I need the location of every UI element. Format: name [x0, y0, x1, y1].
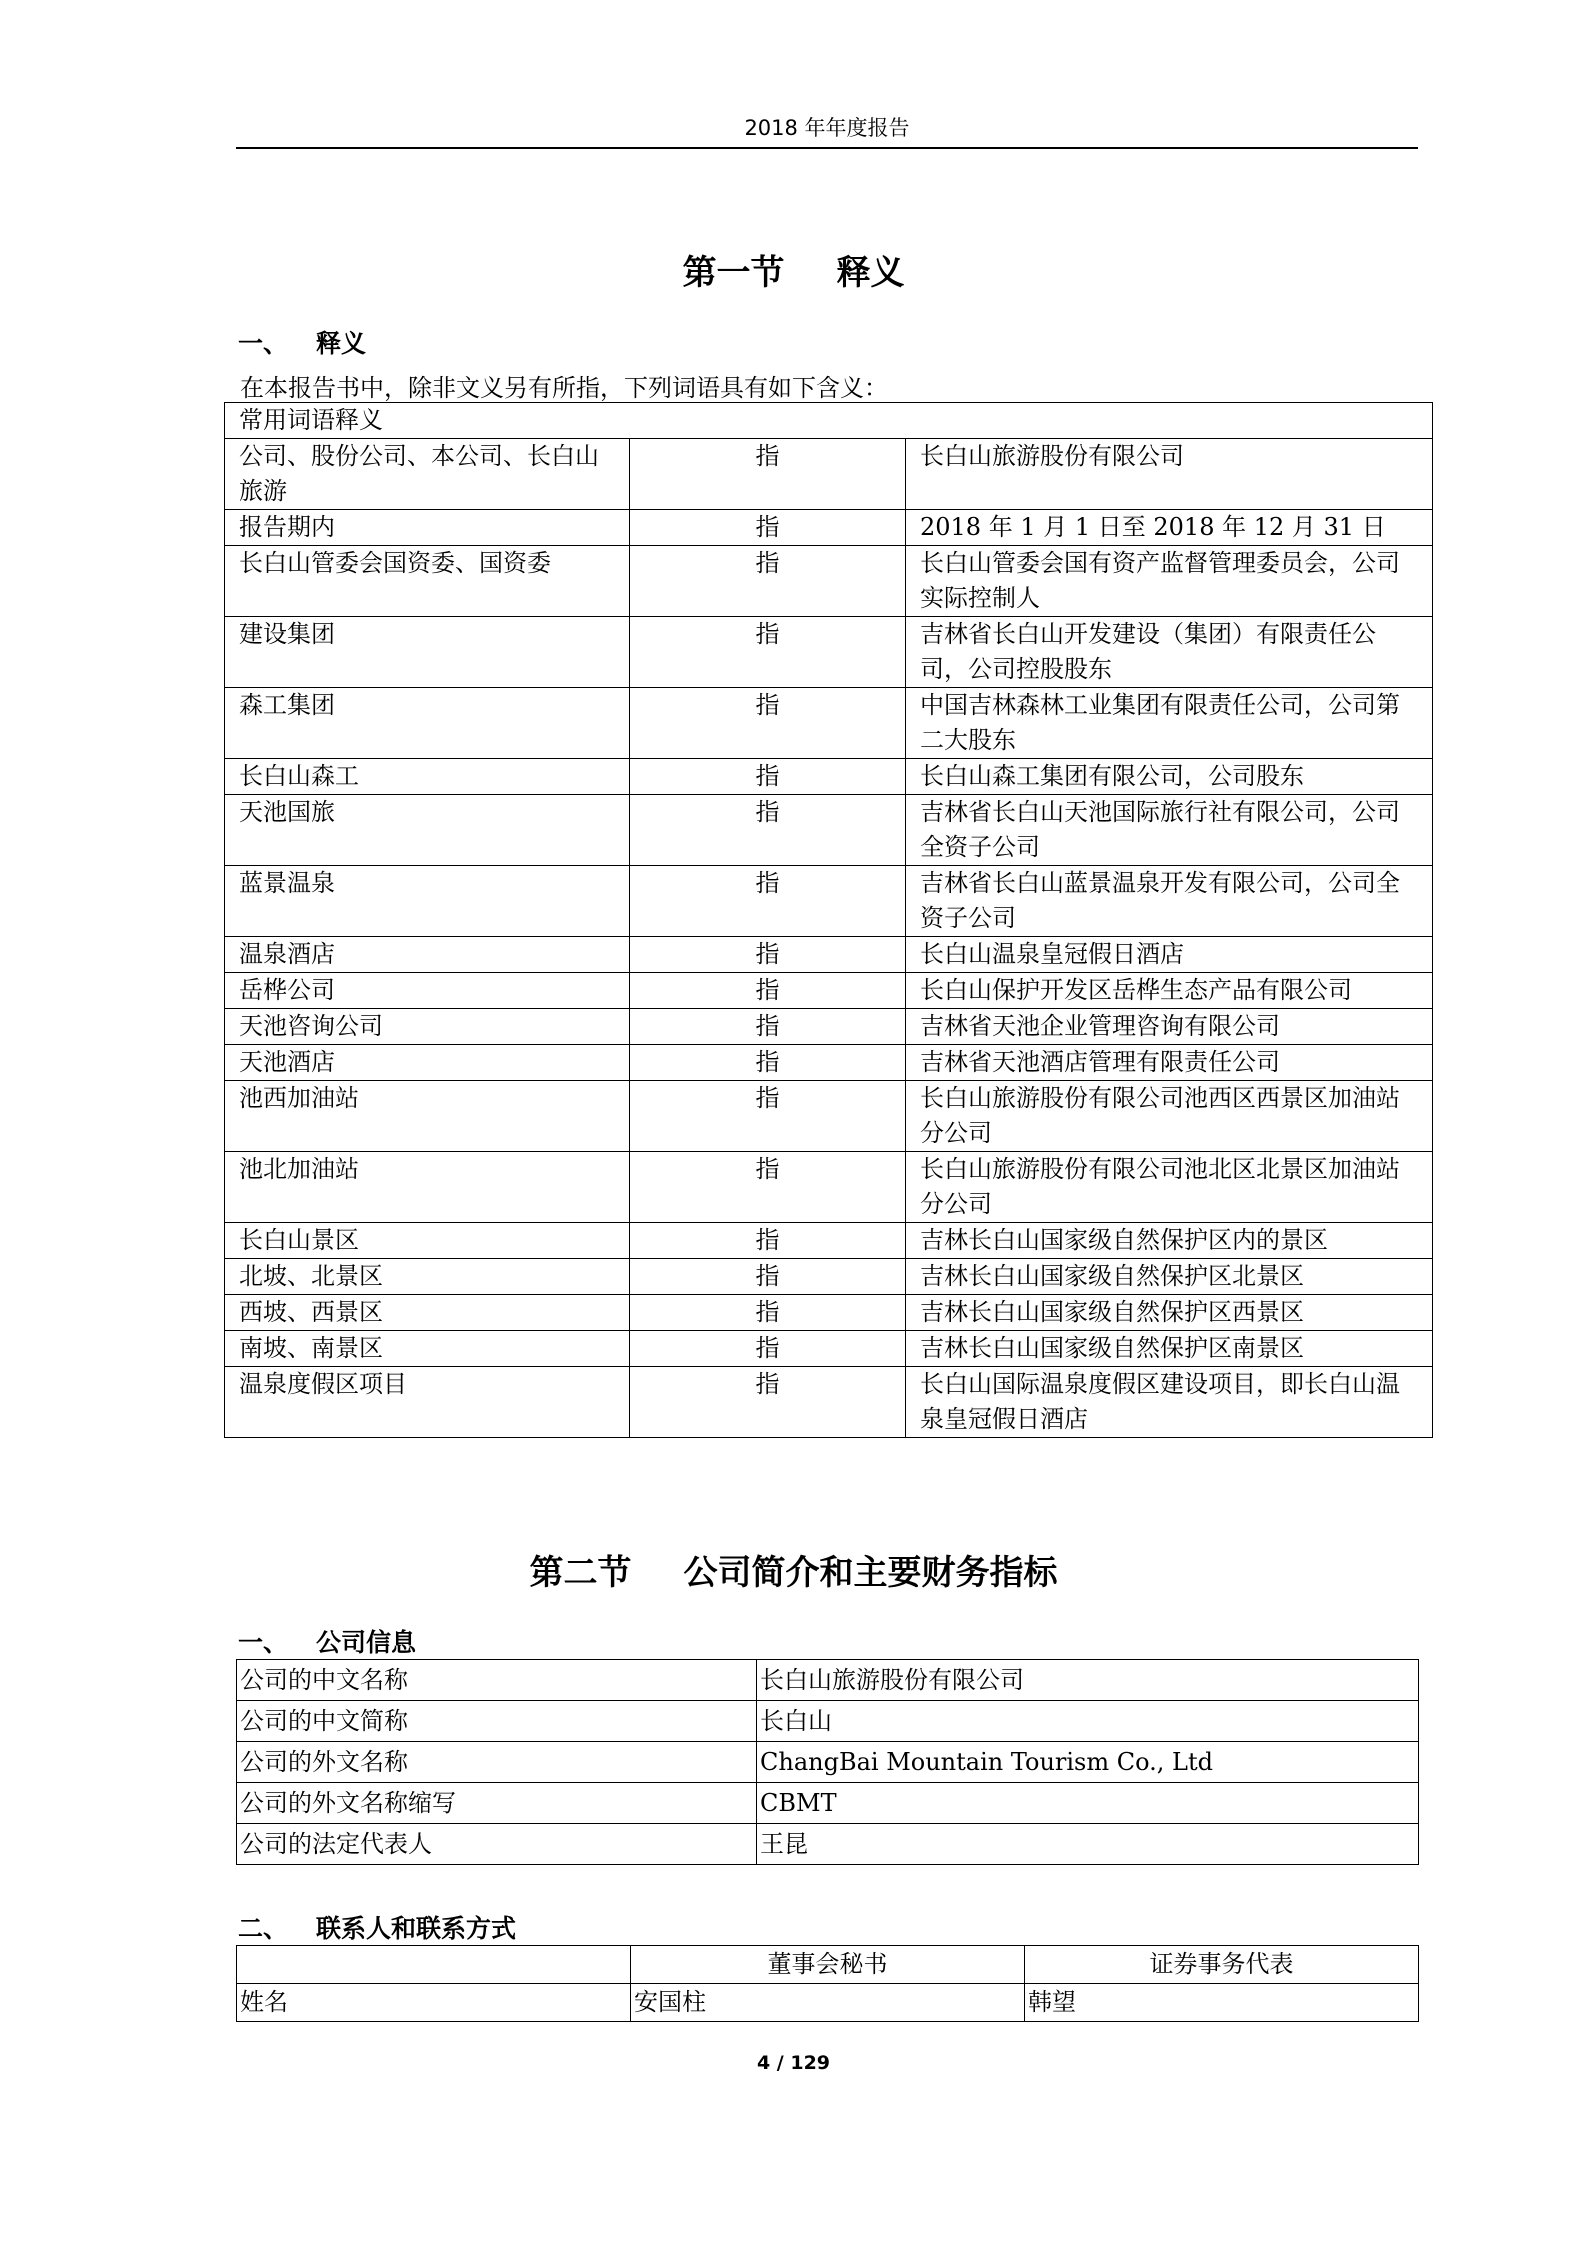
definition-meaning: 吉林长白山国家级自然保护区内的景区: [906, 1223, 1433, 1259]
table-row: [225, 439, 1433, 510]
table-row: [237, 1660, 1419, 1701]
subsection-number: 二、: [238, 1914, 289, 1943]
info-label: 公司的中文简称: [237, 1701, 757, 1742]
rep-name: 韩望: [1025, 1984, 1419, 2022]
definition-ref: 指: [630, 1009, 906, 1045]
section-1-title: [0, 245, 1587, 294]
definition-meaning: 长白山旅游股份有限公司: [906, 439, 1433, 510]
table-row: [225, 973, 1433, 1009]
table-row: [225, 1152, 1433, 1223]
info-label: 公司的法定代表人: [237, 1824, 757, 1865]
table-row: [225, 1009, 1433, 1045]
subsection-heading: 释义: [316, 329, 367, 358]
definition-meaning: 吉林长白山国家级自然保护区北景区: [906, 1259, 1433, 1295]
definition-meaning: 长白山管委会国有资产监督管理委员会，公司实际控制人: [906, 546, 1433, 617]
definition-ref: 指: [630, 973, 906, 1009]
section-2-number: 第二节: [529, 1553, 632, 1593]
definition-meaning: 吉林省长白山开发建设（集团）有限责任公司，公司控股股东: [906, 617, 1433, 688]
definition-term: 南坡、南景区: [225, 1331, 630, 1367]
section-1-number: 第一节: [682, 253, 785, 293]
definition-ref: 指: [630, 1259, 906, 1295]
col-header-rep: 证券事务代表: [1025, 1946, 1419, 1984]
secretary-name: 安国柱: [631, 1984, 1025, 2022]
table-row: [225, 1081, 1433, 1152]
table-row: [225, 1223, 1433, 1259]
definition-meaning: 吉林长白山国家级自然保护区西景区: [906, 1295, 1433, 1331]
info-value: ChangBai Mountain Tourism Co., Ltd: [757, 1742, 1419, 1783]
definition-ref: 指: [630, 1331, 906, 1367]
table-row: [225, 1331, 1433, 1367]
table-row: [225, 937, 1433, 973]
definition-ref: 指: [630, 617, 906, 688]
table-row: [237, 1984, 1419, 2022]
definition-ref: 指: [630, 866, 906, 937]
definition-meaning: 长白山旅游股份有限公司池北区北景区加油站分公司: [906, 1152, 1433, 1223]
subsection-heading: 公司信息: [316, 1628, 417, 1657]
definition-meaning: 长白山保护开发区岳桦生态产品有限公司: [906, 973, 1433, 1009]
definition-ref: 指: [630, 759, 906, 795]
definition-ref: 指: [630, 1223, 906, 1259]
definition-term: 池西加油站: [225, 1081, 630, 1152]
section-2-title: [0, 1545, 1587, 1594]
definition-term: 北坡、北景区: [225, 1259, 630, 1295]
contact-table: [236, 1945, 1419, 2022]
table-row: [225, 1045, 1433, 1081]
row-label-name: 姓名: [237, 1984, 631, 2022]
definition-meaning: 长白山温泉皇冠假日酒店: [906, 937, 1433, 973]
definition-ref: 指: [630, 1295, 906, 1331]
subsection-company-info: [238, 1623, 416, 1659]
info-value: 王昆: [757, 1824, 1419, 1865]
definition-meaning: 吉林长白山国家级自然保护区南景区: [906, 1331, 1433, 1367]
company-info-table: [236, 1659, 1419, 1865]
definition-term: 森工集团: [225, 688, 630, 759]
definition-term: 长白山管委会国资委、国资委: [225, 546, 630, 617]
page-header: 2018 年年度报告: [744, 116, 910, 140]
table-row: [225, 510, 1433, 546]
definition-ref: 指: [630, 795, 906, 866]
table-row: [225, 688, 1433, 759]
definition-ref: 指: [630, 1045, 906, 1081]
definition-term: 池北加油站: [225, 1152, 630, 1223]
definition-meaning: 长白山国际温泉度假区建设项目，即长白山温泉皇冠假日酒店: [906, 1367, 1433, 1438]
definition-ref: 指: [630, 688, 906, 759]
table-cell-empty: [237, 1946, 631, 1984]
table-row: [225, 1259, 1433, 1295]
info-label: 公司的外文名称缩写: [237, 1783, 757, 1824]
table-row: [225, 866, 1433, 937]
table-caption-row: [225, 403, 1433, 439]
definition-term: 天池咨询公司: [225, 1009, 630, 1045]
page-number: 4 / 129: [756, 2052, 831, 2074]
subsection-contact: [238, 1909, 516, 1945]
definition-ref: 指: [630, 1081, 906, 1152]
table-row: [237, 1824, 1419, 1865]
definition-ref: 指: [630, 937, 906, 973]
definition-ref: 指: [630, 1367, 906, 1438]
definition-term: 岳桦公司: [225, 973, 630, 1009]
definition-ref: 指: [630, 1152, 906, 1223]
table-row: [225, 1295, 1433, 1331]
info-value: 长白山旅游股份有限公司: [757, 1660, 1419, 1701]
definition-term: 天池酒店: [225, 1045, 630, 1081]
definition-meaning: 吉林省天池酒店管理有限责任公司: [906, 1045, 1433, 1081]
definition-meaning: 吉林省天池企业管理咨询有限公司: [906, 1009, 1433, 1045]
definition-term: 天池国旅: [225, 795, 630, 866]
definition-term: 蓝景温泉: [225, 866, 630, 937]
definitions-table: [224, 402, 1433, 1438]
col-header-secretary: 董事会秘书: [631, 1946, 1025, 1984]
info-value: 长白山: [757, 1701, 1419, 1742]
subsection-number: 一、: [238, 329, 289, 358]
table-row: [225, 1367, 1433, 1438]
intro-text: 在本报告书中，除非文义另有所指，下列词语具有如下含义：: [240, 374, 888, 402]
subsection-heading: 联系人和联系方式: [316, 1914, 517, 1943]
table-row: [237, 1783, 1419, 1824]
table-row: [225, 795, 1433, 866]
section-2-heading: 公司简介和主要财务指标: [683, 1553, 1058, 1593]
definition-meaning: 中国吉林森林工业集团有限责任公司，公司第二大股东: [906, 688, 1433, 759]
info-value: CBMT: [757, 1783, 1419, 1824]
subsection-definitions: [238, 324, 366, 360]
table-row: [237, 1701, 1419, 1742]
definition-term: 温泉度假区项目: [225, 1367, 630, 1438]
definition-ref: 指: [630, 510, 906, 546]
info-label: 公司的外文名称: [237, 1742, 757, 1783]
definition-ref: 指: [630, 546, 906, 617]
table-row: [225, 617, 1433, 688]
definition-term: 温泉酒店: [225, 937, 630, 973]
definition-ref: 指: [630, 439, 906, 510]
definition-term: 西坡、西景区: [225, 1295, 630, 1331]
subsection-number: 一、: [238, 1628, 289, 1657]
definition-term: 公司、股份公司、本公司、长白山旅游: [225, 439, 630, 510]
definition-term: 长白山景区: [225, 1223, 630, 1259]
definition-meaning: 2018 年 1 月 1 日至 2018 年 12 月 31 日: [906, 510, 1433, 546]
section-1-heading: 释义: [836, 253, 905, 293]
definition-term: 长白山森工: [225, 759, 630, 795]
definition-meaning: 长白山森工集团有限公司，公司股东: [906, 759, 1433, 795]
definition-meaning: 吉林省长白山天池国际旅行社有限公司，公司全资子公司: [906, 795, 1433, 866]
info-label: 公司的中文名称: [237, 1660, 757, 1701]
definition-meaning: 吉林省长白山蓝景温泉开发有限公司，公司全资子公司: [906, 866, 1433, 937]
table-caption: 常用词语释义: [225, 403, 1433, 439]
definition-meaning: 长白山旅游股份有限公司池西区西景区加油站分公司: [906, 1081, 1433, 1152]
header-rule: [236, 147, 1418, 149]
definition-term: 报告期内: [225, 510, 630, 546]
table-row: [237, 1946, 1419, 1984]
table-row: [225, 546, 1433, 617]
table-row: [237, 1742, 1419, 1783]
table-row: [225, 759, 1433, 795]
definition-term: 建设集团: [225, 617, 630, 688]
